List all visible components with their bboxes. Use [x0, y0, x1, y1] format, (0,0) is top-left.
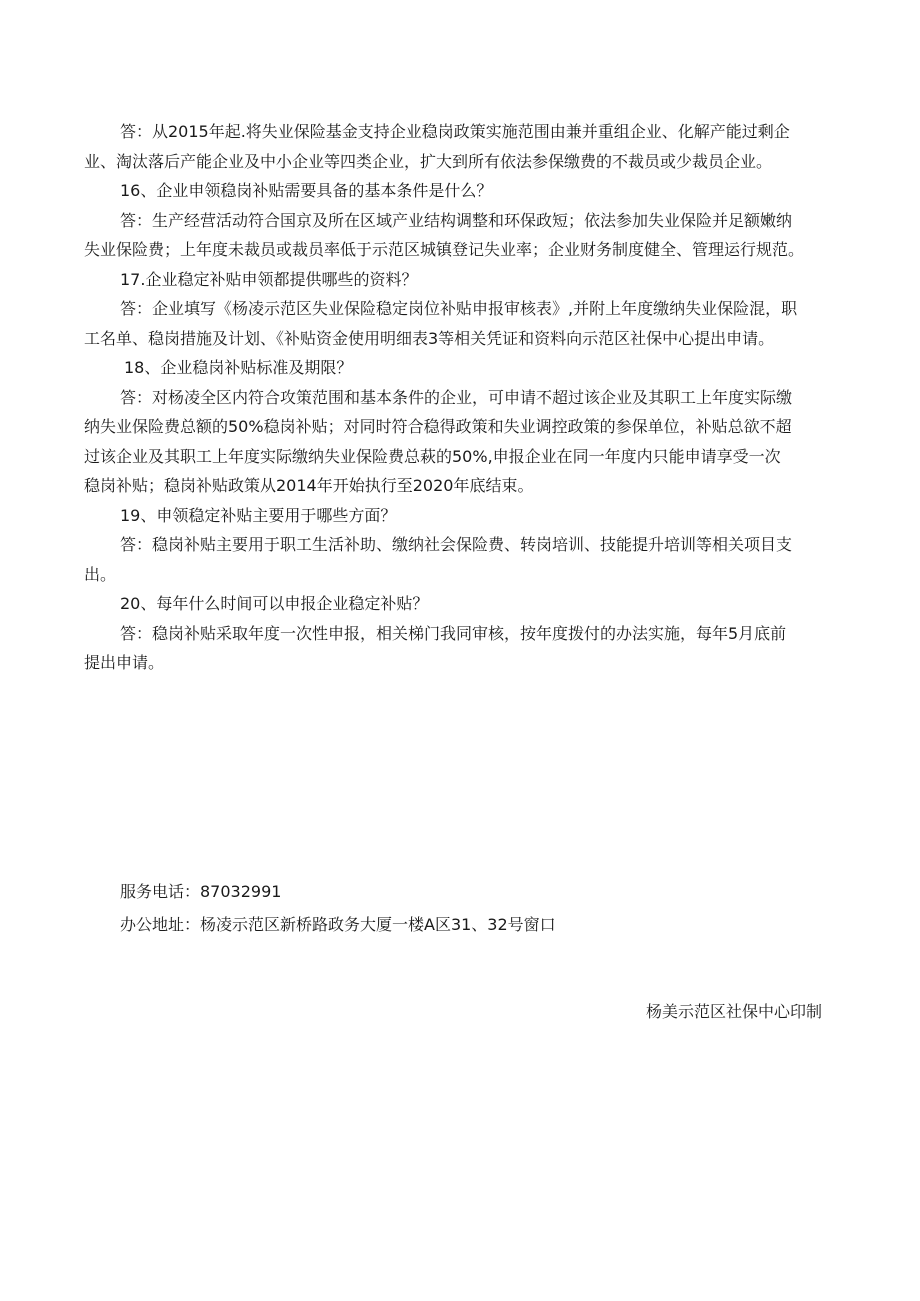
- office-address: 办公地址：杨凌示范区新桥路政务大厦一楼A区31、32号窗口: [120, 915, 556, 934]
- answer-16-line-2: 失业保险费；上年度未裁员或裁员率低于示范区城镇登记失业率；企业财务制度健全、管理运行规范。: [84, 240, 805, 259]
- answer-18-line-4: 稳岗补贴；稳岗补贴政策从2014年开始执行至2020年底结束。: [84, 476, 534, 495]
- question-19: 19、申领稳定补贴主要用于哪些方面？: [120, 505, 397, 525]
- service-phone: 服务电话：87032991: [120, 882, 282, 901]
- contact-info: [120, 875, 556, 941]
- answer-16-line-1: 答：生产经营活动符合国京及所在区域产业结构调整和环保政短；依法参加失业保险并足额嫩纳: [120, 210, 793, 230]
- answer-18-line-2: 纳失业保险费总额的50%稳岗补贴；对同时符合稳得政策和失业调控政策的参保单位，补贴总欲不超: [84, 417, 792, 436]
- printer-credit: 杨美示范区社保中心印制: [645, 1002, 822, 1021]
- answer-20-line-2: 提出申请。: [84, 653, 165, 672]
- answer-19-line-1: 答：稳岗补贴主要用于职工生活补助、缴纳社会保险费、转岗培训、技能提升培训等相关项目支: [120, 535, 793, 554]
- question-20: 20、每年什么时间可以申报企业稳定补贴？: [120, 594, 429, 613]
- question-17: 17.企业稳定补贴申领都提供哪些的资料？: [120, 269, 418, 289]
- answer-17-line-1: 答：企业填写《杨凌示范区失业保险稳定岗位补贴申报审核表》,并附上年度缴纳失业保险混，职: [120, 299, 798, 318]
- answer-19-line-2: 出。: [84, 564, 117, 584]
- answer-17-line-2: 工名单、稳岗措施及计划、《补贴资金使用明细表3等相关凭证和资料向示范区社保中心提出申请。: [84, 328, 775, 348]
- question-16: 16、企业申领稳岗补贴需要具备的基本条件是什么？: [120, 181, 493, 200]
- answer-15-line-1: 答：从2015年起.将失业保险基金支持企业稳岗政策实施范围由兼并重组企业、化解产能过剩企: [120, 122, 790, 141]
- answer-20-line-1: 答：稳岗补贴采取年度一次性申报，相关梯门我同审核，按年度拨付的办法实施，每年5月底前: [120, 623, 787, 643]
- answer-18-line-1: 答：对杨凌全区内符合攻策范围和基本条件的企业，可申请不超过该企业及其职工上年度实际缴: [120, 387, 793, 407]
- faq-body: [84, 117, 844, 678]
- question-18: 18、企业稳岗补贴标准及期限？: [124, 358, 353, 377]
- answer-18-line-3: 过该企业及其职工上年度实际缴纳失业保险费总萩的50%,申报企业在同一年度内只能申请享受一次: [84, 446, 781, 466]
- answer-15-line-2: 业、淘汰落后产能企业及中小企业等四类企业，扩大到所有依法参保缴费的不裁员或少裁员企业。: [84, 151, 773, 171]
